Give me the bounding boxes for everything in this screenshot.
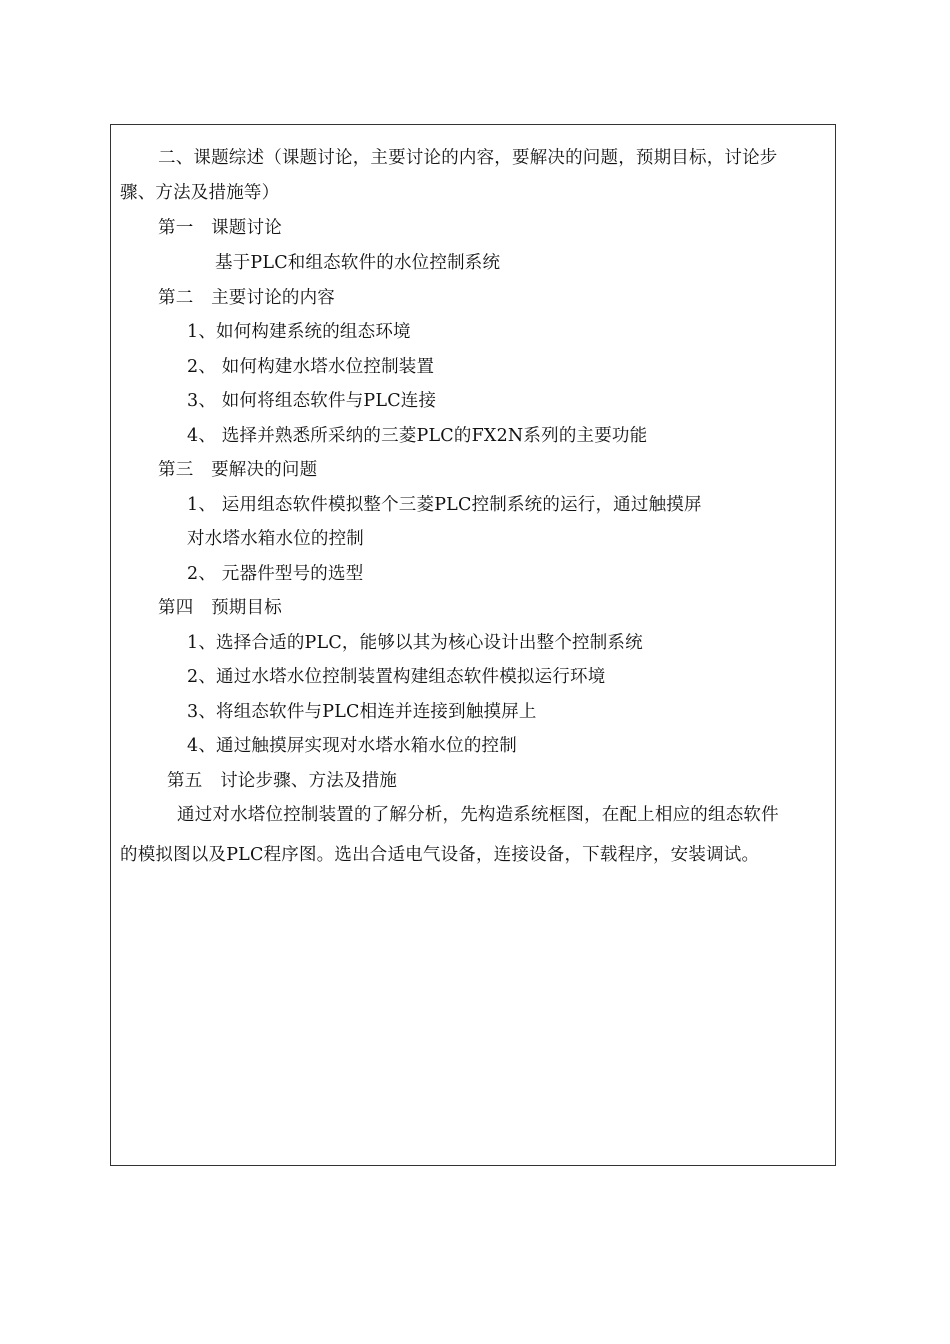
- section-2-item: 3、 如何将组态软件与PLC连接: [187, 391, 437, 411]
- section-3-item-2: 2、 元器件型号的选型: [187, 564, 364, 584]
- section-4-item: 2、通过水塔水位控制装置构建组态软件模拟运行环境: [187, 667, 606, 687]
- section-2-item: 4、 选择并熟悉所采纳的三菱PLC的FX2N系列的主要功能: [187, 426, 648, 446]
- section-2-item: 1、如何构建系统的组态环境: [187, 322, 411, 342]
- section-2-title: 第二 主要讨论的内容: [158, 288, 335, 308]
- section-2-item: 2、 如何构建水塔水位控制装置: [187, 357, 435, 377]
- section-3-title: 第三 要解决的问题: [158, 460, 318, 480]
- section-4-title: 第四 预期目标: [158, 598, 282, 618]
- section-5-paragraph-line-2: 的模拟图以及PLC程序图。选出合适电气设备，连接设备，下载程序，安装调试。: [120, 845, 760, 865]
- section-3-item-1-line-2: 对水塔水箱水位的控制: [187, 529, 364, 549]
- heading-line-2: 骤、方法及措施等）: [120, 183, 280, 203]
- section-4-item: 4、通过触摸屏实现对水塔水箱水位的控制: [187, 736, 517, 756]
- section-1-title: 第一 课题讨论: [158, 218, 282, 238]
- section-5-title: 第五 讨论步骤、方法及措施: [167, 771, 398, 791]
- section-1-content: 基于PLC和组态软件的水位控制系统: [215, 253, 501, 273]
- section-4-item: 1、选择合适的PLC，能够以其为核心设计出整个控制系统: [187, 633, 643, 653]
- section-4-item: 3、将组态软件与PLC相连并连接到触摸屏上: [187, 702, 537, 722]
- section-5-paragraph-line-1: 通过对水塔位控制装置的了解分析，先构造系统框图，在配上相应的组态软件: [177, 805, 779, 825]
- heading-line-1: 二、课题综述（课题讨论，主要讨论的内容，要解决的问题，预期目标，讨论步: [158, 148, 778, 168]
- section-3-item-1-line-1: 1、 运用组态软件模拟整个三菱PLC控制系统的运行，通过触摸屏: [187, 495, 702, 515]
